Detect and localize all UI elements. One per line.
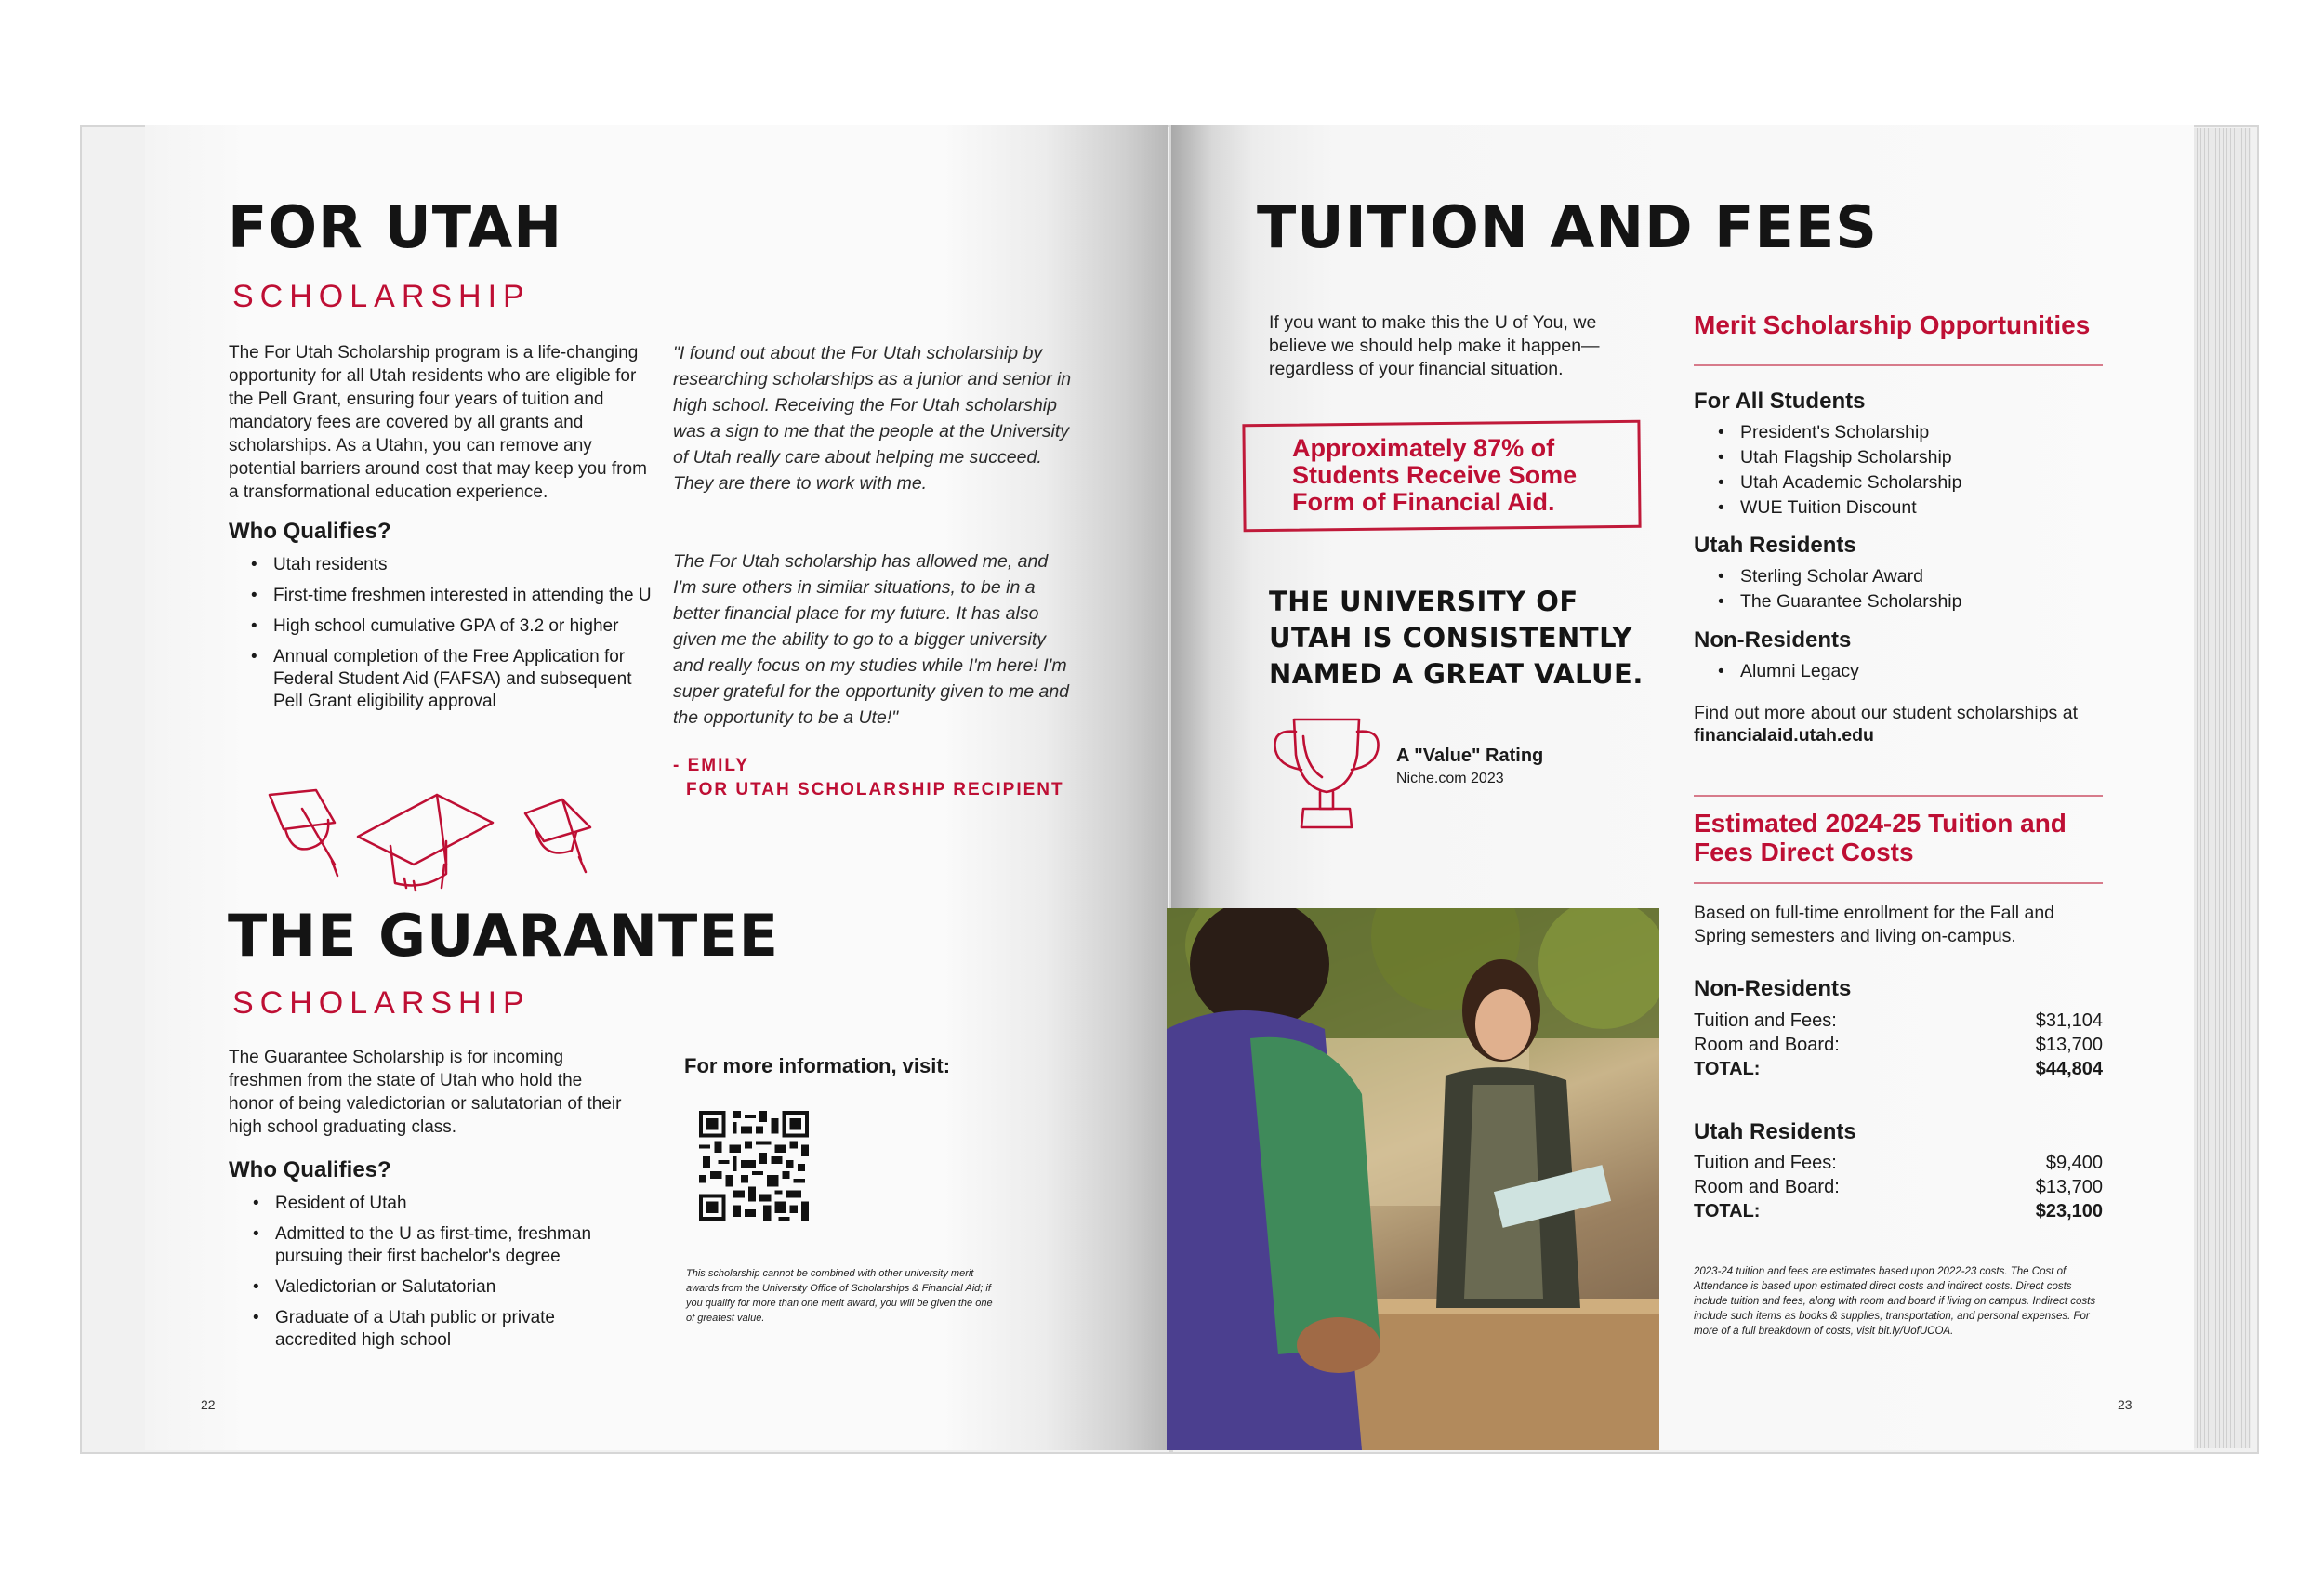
table-row <box>1694 1033 2103 1057</box>
list-item: • Utah Flagship Scholarship <box>1699 447 2090 469</box>
list-item: • WUE Tuition Discount <box>1699 497 2090 519</box>
table-row <box>1694 1175 2103 1199</box>
costs-heading: Estimated 2024-25 Tuition and Fees Direct Costs <box>1694 809 2067 866</box>
list-item: • First-time freshmen interested in attending the U <box>232 585 655 607</box>
list-item: • Valedictorian or Salutatorian <box>234 1276 634 1299</box>
page-number-left: 22 <box>201 1397 216 1412</box>
costs-footnote: 2023-24 tuition and fees are estimates based upon 2022-23 costs. The Cost of Attendance is based upon estimated direct costs and indirect costs. Direct costs include tuition and fees, along with room and board if living on campus. Indirect costs include such items as books & supplies, transportation, and personal expenses. For more of a full breakdown of costs, visit bit.ly/UofUCOA. <box>1694 1266 2096 1337</box>
cost-value: $9,400 <box>2045 1153 2103 1173</box>
quote-paragraph-2: The For Utah scholarship has allowed me, and I'm sure others in similar situations, to be in a better financial place for my future. It has also given me the ability to go to a bigger university and really focus on my studies while I'm here! I'm super grateful for the opportunity given to me and the opportunity to be a Ute!" <box>673 551 1070 728</box>
list-item: • Resident of Utah <box>234 1193 634 1215</box>
merit-group-non-residents: Non-Residents <box>1694 627 1852 653</box>
cost-label: Room and Board: <box>1694 1177 1840 1197</box>
merit-list-non-residents <box>1699 661 2090 686</box>
cost-value: $44,804 <box>2035 1059 2103 1079</box>
more-info-heading: For more information, visit: <box>684 1054 951 1077</box>
cost-label: TOTAL: <box>1694 1201 1761 1221</box>
table-row <box>1694 1199 2103 1223</box>
costs-table-non-residents <box>1694 1009 2103 1081</box>
student-photo <box>1167 908 1659 1450</box>
costs-group-non-residents: Non-Residents <box>1694 976 1852 1001</box>
list-item: • Sterling Scholar Award <box>1699 566 2090 587</box>
quote-attribution-name: - EMILY <box>673 756 749 775</box>
for-utah-description: The For Utah Scholarship program is a life-changing opportunity for all Utah residents who are eligible for the Pell Grant, ensuring four years of tuition and mandatory fees are covered by all grants and scholarships. As a Utahn, you can remove any potential barriers around cost that may keep you from a transformational education experience. <box>229 343 647 502</box>
guarantee-qualifies-heading: Who Qualifies? <box>229 1157 391 1182</box>
merit-list-all-students <box>1699 422 2090 522</box>
list-item: • High school cumulative GPA of 3.2 or higher <box>232 615 655 638</box>
merit-heading: Merit Scholarship Opportunities <box>1694 310 2091 339</box>
qr-code-icon[interactable] <box>699 1111 809 1221</box>
financial-aid-callout-text: Approximately 87% of Students Receive Some Form of Financial Aid. <box>1292 434 1578 516</box>
cost-value: $31,104 <box>2035 1010 2103 1031</box>
cost-label: TOTAL: <box>1694 1059 1761 1079</box>
right-page-edges <box>2190 128 2251 1448</box>
value-rating-title: A "Value" Rating <box>1396 746 1544 766</box>
merit-group-all-students: For All Students <box>1694 389 1866 414</box>
for-utah-qualifies-heading: Who Qualifies? <box>229 519 391 544</box>
divider <box>1694 795 2103 797</box>
cost-value: $13,700 <box>2035 1035 2103 1055</box>
costs-table-utah-residents <box>1694 1151 2103 1223</box>
quote-attribution-role: FOR UTAH SCHOLARSHIP RECIPIENT <box>686 780 1064 799</box>
list-item: • Graduate of a Utah public or private accredited high school <box>234 1307 634 1352</box>
list-item: • Utah residents <box>232 554 655 576</box>
for-utah-qualifies-list <box>232 554 655 721</box>
guarantee-description: The Guarantee Scholarship is for incoming freshmen from the state of Utah who hold the honor of being valedictorian or salutatorian of their high school graduating class. <box>229 1048 622 1137</box>
costs-basis: Based on full-time enrollment for the Fall and Spring semesters and living on-campus. <box>1694 903 2055 946</box>
guarantee-title: THE GUARANTEE <box>228 902 780 970</box>
guarantee-subtitle: SCHOLARSHIP <box>232 985 531 1021</box>
quote-paragraph-1: "I found out about the For Utah scholarship by researching scholarships as a junior and senior in high school. Receiving the For Utah scholarship was a sign to me that the people at the University of Utah really care about helping me succeed. They are there to work with me. <box>673 343 1072 494</box>
costs-group-utah-residents: Utah Residents <box>1694 1119 1856 1144</box>
merit-list-utah-residents <box>1699 566 2090 616</box>
tuition-title: TUITION AND FEES <box>1257 193 1878 261</box>
guarantee-qualifies-list <box>234 1193 634 1360</box>
table-row <box>1694 1057 2103 1081</box>
graduation-cap-icon <box>265 772 600 892</box>
divider <box>1694 364 2103 366</box>
list-item: • Annual completion of the Free Application for Federal Student Aid (FAFSA) and subsequent Pell Grant eligibility approval <box>232 646 655 713</box>
list-item: • Admitted to the U as first-time, freshman pursuing their first bachelor's degree <box>234 1223 634 1268</box>
list-item: • The Guarantee Scholarship <box>1699 591 2090 613</box>
cost-label: Room and Board: <box>1694 1035 1840 1055</box>
tuition-intro: If you want to make this the U of You, we believe we should help make it happen—regardless of your financial situation. <box>1269 312 1600 379</box>
merit-group-utah-residents: Utah Residents <box>1694 533 1856 558</box>
list-item: • President's Scholarship <box>1699 422 2090 443</box>
table-row <box>1694 1009 2103 1033</box>
list-item: • Utah Academic Scholarship <box>1699 472 2090 494</box>
financial-aid-link[interactable]: financialaid.utah.edu <box>1694 725 1874 746</box>
trophy-icon <box>1266 708 1387 838</box>
cost-value: $13,700 <box>2035 1177 2103 1197</box>
for-utah-subtitle: SCHOLARSHIP <box>232 279 531 314</box>
divider <box>1694 882 2103 884</box>
cost-label: Tuition and Fees: <box>1694 1010 1837 1031</box>
value-statement: THE UNIVERSITY OF UTAH IS CONSISTENTLY NAMED A GREAT VALUE. <box>1269 586 1644 690</box>
scholarship-disclaimer: This scholarship cannot be combined with other university merit awards from the University Office of Scholarships & Financial Aid; if you qualify for more than one merit award, you will be given the one of greatest value. <box>686 1268 993 1324</box>
cost-value: $23,100 <box>2035 1201 2103 1221</box>
for-utah-title: FOR UTAH <box>228 193 563 261</box>
page-number-right: 23 <box>2118 1397 2133 1412</box>
table-row <box>1694 1151 2103 1175</box>
merit-find-out: Find out more about our student scholarships at <box>1694 703 2078 723</box>
cost-label: Tuition and Fees: <box>1694 1153 1837 1173</box>
value-rating-source: Niche.com 2023 <box>1396 771 1504 786</box>
list-item: • Alumni Legacy <box>1699 661 2090 682</box>
